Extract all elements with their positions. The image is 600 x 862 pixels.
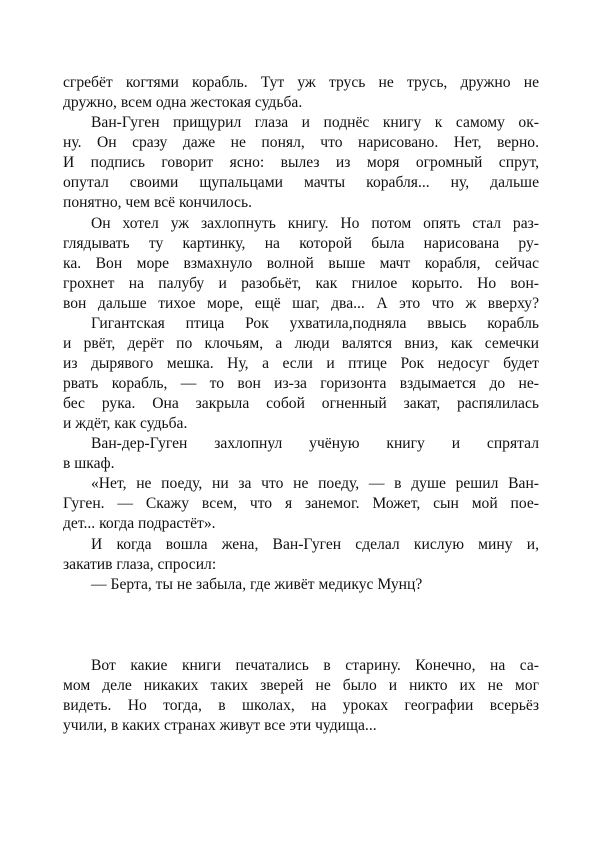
text-line: Гуген. — Скажу всем, что я занемог. Может, сын мой пое- <box>63 495 539 512</box>
text-line: понятно, чем всё кончилось. <box>63 194 252 211</box>
text-line: грохнет на палубу и разобьёт, как гнилое корыто. Но вон- <box>63 275 539 292</box>
text-line: учили, в каких странах живут все эти чудища... <box>63 717 377 734</box>
text-line: бес рука. Она закрыла собой огненный закат, распялилась <box>63 395 539 412</box>
text-line: глядывать ту картинку, на которой была нарисована ру- <box>63 235 539 252</box>
text-line: опутал своими щупальцами мачты корабля... ну, дальше <box>63 174 539 191</box>
text-line: видеть. Но тогда, в школах, на уроках географии всерьёз <box>63 697 539 714</box>
text-line: Вот какие книги печатались в старину. Конечно, на са- <box>91 657 539 674</box>
text-line: Ван-дер-Гуген захлопнул учёную книгу и спрятал <box>91 435 539 452</box>
text-line: рвать корабль, — то вон из-за горизонта вздымается до не- <box>63 375 539 392</box>
text-line: И подпись говорит ясно: вылез из моря огромный спрут, <box>63 154 539 171</box>
text-line: И когда вошла жена, Ван-Гуген сделал кислую мину и, <box>91 536 539 553</box>
text-line: «Нет, не поеду, ни за что не поеду, — в душе решил Ван- <box>91 475 539 492</box>
text-line: дружно, всем одна жестокая судьба. <box>63 94 303 111</box>
text-line: мом деле никаких таких зверей не было и никто их не мог <box>63 677 539 694</box>
text-line: вон дальше тихое море, ещё шаг, два... А это что ж вверху? <box>63 295 539 312</box>
text-line: дет... когда подрастёт». <box>63 515 216 532</box>
text-line: и рвёт, дерёт по клочьям, а люди валятся вниз, как семечки <box>63 335 539 352</box>
text-line: Он хотел уж захлопнуть книгу. Но потом опять стал раз- <box>91 215 539 232</box>
text-line: Гигантская птица Рок ухватила,подняла ввысь корабль <box>91 315 539 332</box>
text-line: сгребёт когтями корабль. Тут уж трусь не трусь, дружно не <box>63 74 539 91</box>
text-line: и ждёт, как судьба. <box>63 415 188 432</box>
text-line: ка. Вон море взмахнуло волной выше мачт корабля, сейчас <box>63 255 539 272</box>
text-line: Ван-Гуген прищурил глаза и поднёс книгу к самому ок- <box>91 114 539 131</box>
text-line: — Берта, ты не забыла, где живёт медикус Мунц? <box>91 576 423 593</box>
text-line: закатив глаза, спросил: <box>63 556 217 573</box>
text-line: в шкаф. <box>63 455 115 472</box>
text-line: из дырявого мешка. Ну, а если и птице Рок недосуг будет <box>63 355 539 372</box>
text-line: ну. Он сразу даже не понял, что нарисовано. Нет, верно. <box>63 134 539 151</box>
